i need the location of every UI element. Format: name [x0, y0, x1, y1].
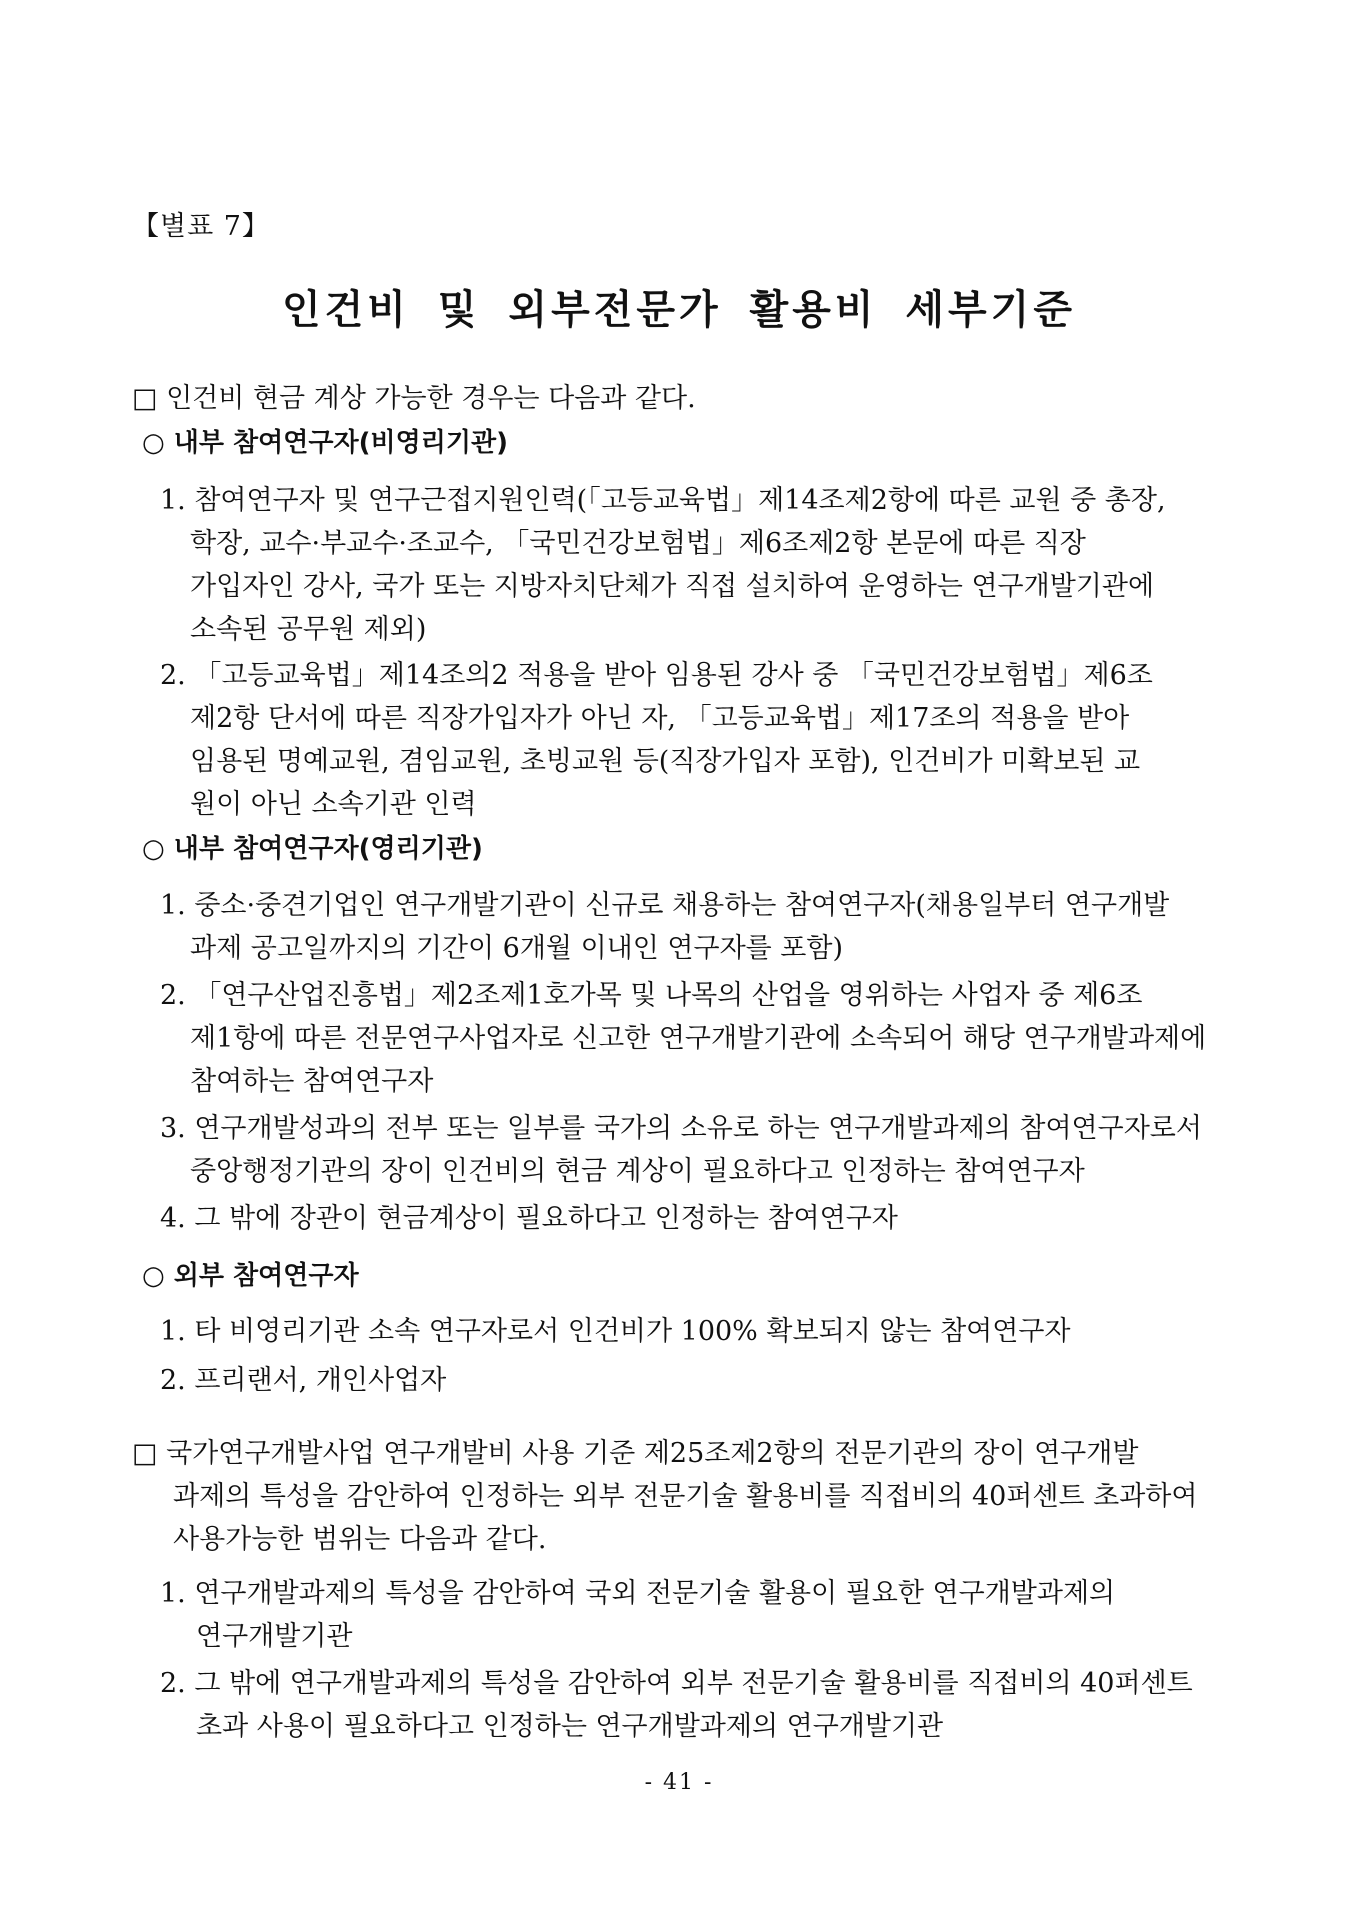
section-intro-line: 사용가능한 범위는 다음과 같다.: [173, 1524, 547, 1555]
section-intro-line: 과제의 특성을 감안하여 인정하는 외부 전문기술 활용비를 직접비의 40퍼센트 초과하여: [173, 1481, 1198, 1512]
list-item-line: 2. 그 밖에 연구개발과제의 특성을 감안하여 외부 전문기술 활용비를 직접비의 40퍼센트: [160, 1668, 1193, 1699]
group-heading-external: ○ 외부 참여연구자: [142, 1261, 359, 1291]
list-item-line: 4. 그 밖에 장관이 현금계상이 필요하다고 인정하는 참여연구자: [160, 1203, 898, 1234]
annex-label: 【별표 7】: [132, 211, 270, 242]
list-item-line: 참여하는 참여연구자: [190, 1066, 434, 1097]
list-item-line: 초과 사용이 필요하다고 인정하는 연구개발과제의 연구개발기관: [196, 1711, 944, 1742]
list-item-line: 연구개발기관: [196, 1621, 353, 1652]
page-number: - 41 -: [644, 1770, 714, 1795]
list-item-line: 가입자인 강사, 국가 또는 지방자치단체가 직접 설치하여 운영하는 연구개발기관에: [190, 571, 1155, 602]
list-item-line: 원이 아닌 소속기관 인력: [190, 789, 477, 820]
list-item-line: 학장, 교수·부교수·조교수, 「국민건강보험법」제6조제2항 본문에 따른 직장: [190, 528, 1086, 559]
list-item-line: 소속된 공무원 제외): [190, 614, 427, 645]
list-item-line: 1. 연구개발과제의 특성을 감안하여 국외 전문기술 활용이 필요한 연구개발과제의: [160, 1578, 1116, 1609]
list-item-line: 임용된 명예교원, 겸임교원, 초빙교원 등(직장가입자 포함), 인건비가 미확보된 교: [190, 746, 1141, 777]
list-item-line: 제2항 단서에 따른 직장가입자가 아닌 자, 「고등교육법」제17조의 적용을 받아: [190, 703, 1130, 734]
list-item-line: 1. 타 비영리기관 소속 연구자로서 인건비가 100% 확보되지 않는 참여연구자: [160, 1316, 1071, 1347]
list-item-line: 과제 공고일까지의 기간이 6개월 이내인 연구자를 포함): [190, 933, 844, 964]
list-item-line: 중앙행정기관의 장이 인건비의 현금 계상이 필요하다고 인정하는 참여연구자: [190, 1156, 1085, 1187]
group-heading-internal-nonprofit: ○ 내부 참여연구자(비영리기관): [142, 428, 508, 458]
group-heading-internal-profit: ○ 내부 참여연구자(영리기관): [142, 834, 483, 864]
section-intro: □ 인건비 현금 계상 가능한 경우는 다음과 같다.: [132, 383, 696, 414]
section-intro-line: □ 국가연구개발사업 연구개발비 사용 기준 제25조제2항의 전문기관의 장이 연구개발: [132, 1438, 1139, 1469]
list-item-line: 2. 프리랜서, 개인사업자: [160, 1365, 447, 1396]
document-title: 인건비 및 외부전문가 활용비 세부기준: [282, 287, 1076, 333]
list-item-line: 제1항에 따른 전문연구사업자로 신고한 연구개발기관에 소속되어 해당 연구개발과제에: [190, 1023, 1207, 1054]
list-item-line: 1. 참여연구자 및 연구근접지원인력(「고등교육법」제14조제2항에 따른 교원 중 총장,: [160, 485, 1166, 516]
list-item-line: 2. 「연구산업진흥법」제2조제1호가목 및 나목의 산업을 영위하는 사업자 중 제6조: [160, 980, 1143, 1011]
list-item-line: 3. 연구개발성과의 전부 또는 일부를 국가의 소유로 하는 연구개발과제의 참여연구자로서: [160, 1113, 1202, 1144]
list-item-line: 2. 「고등교육법」제14조의2 적용을 받아 임용된 강사 중 「국민건강보험법」제6조: [160, 660, 1153, 691]
list-item-line: 1. 중소·중견기업인 연구개발기관이 신규로 채용하는 참여연구자(채용일부터 연구개발: [160, 890, 1170, 921]
